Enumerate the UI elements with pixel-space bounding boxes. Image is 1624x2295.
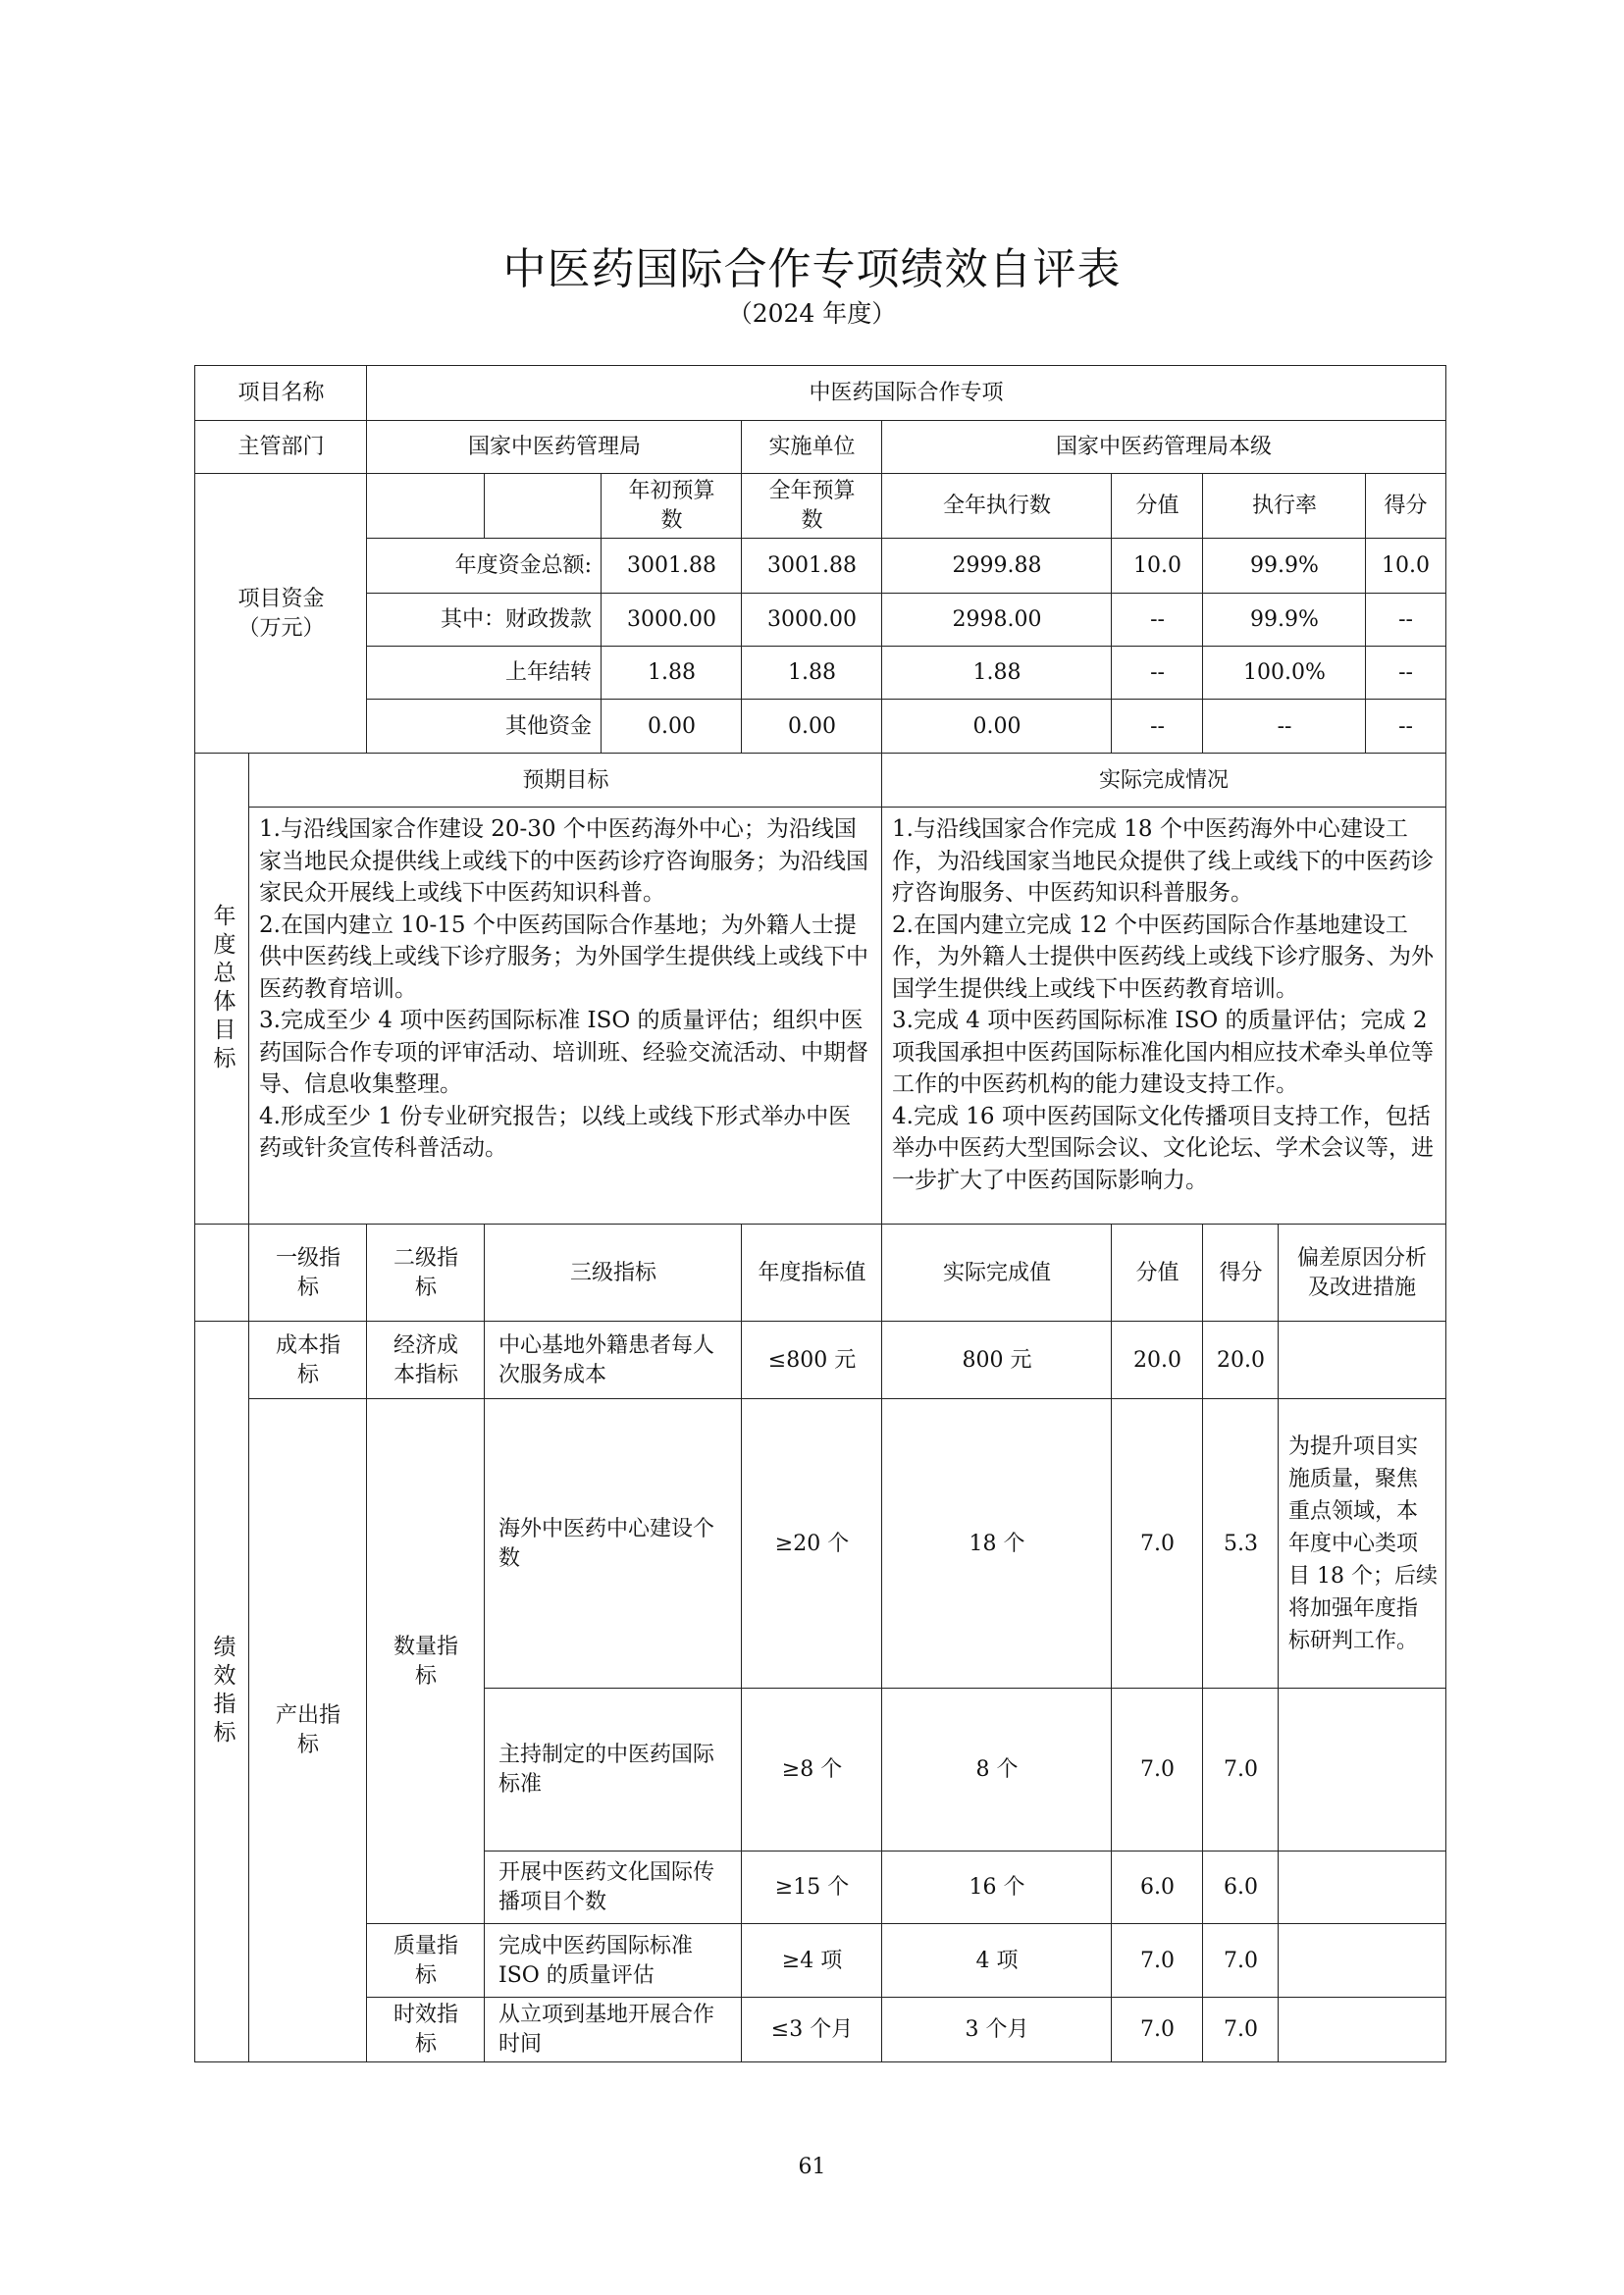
indicator-target: ≥8 个 [741,1688,883,1852]
expected-goal-item: 1.与沿线国家合作建设 20-30 个中医药海外中心；为沿线国家当地民众提供线上或线下的中医药诊疗咨询服务；为沿线国家民众开展线上或线下中医药知识科普。 [259,816,868,906]
fund-weight: 10.0 [1111,538,1204,595]
funds-label-line2: （万元） [237,615,325,641]
ind-header-actual: 实际完成值 [881,1224,1113,1323]
fund-executed: 1.88 [881,646,1113,701]
impl-value: 国家中医药管理局本级 [881,420,1446,475]
fund-initial: 3001.88 [601,538,743,595]
indicator-weight: 7.0 [1111,1997,1204,2062]
indicator-score: 7.0 [1202,1688,1280,1852]
actual-results-header: 实际完成情况 [881,753,1446,808]
indicator-actual: 16 个 [881,1851,1113,1925]
indicator-note [1278,1997,1446,2062]
funds-header-weight: 分值 [1111,473,1204,540]
indicator-actual: 18 个 [881,1398,1113,1690]
fund-score: 10.0 [1365,538,1446,595]
expected-goals-text [248,807,883,1226]
actual-result-item: 3.完成 4 项中医药国际标准 ISO 的质量评估；完成 2 项我国承担中医药国际标准化国内相应技术牵头单位等工作的中医药机构的能力建设支持工作。 [892,1008,1434,1097]
level3-indicator: 海外中医药中心建设个数 [484,1398,743,1690]
dept-value: 国家中医药管理局 [366,420,743,475]
ind-header-note: 偏差原因分析及改进措施 [1278,1224,1446,1323]
ind-header-target: 年度指标值 [741,1224,883,1323]
level3-indicator: 开展中医药文化国际传播项目个数 [484,1851,743,1925]
level1-output: 产出指标 [248,1398,368,2062]
level1-cost: 成本指标 [248,1321,368,1400]
project-name-label: 项目名称 [194,365,368,422]
funds-header-rate: 执行率 [1202,473,1367,540]
fund-executed: 0.00 [881,699,1113,755]
funds-header-annual: 全年预算数 [741,473,883,540]
fund-row-name: 年度资金总额: [366,538,602,595]
indicator-actual: 3 个月 [881,1997,1113,2062]
indicator-score: 7.0 [1202,1923,1280,1999]
ind-header-level1: 一级指标 [248,1224,368,1323]
indicator-actual: 4 项 [881,1923,1113,1999]
indicators-side-label: 绩效指标 [194,1321,250,2062]
fund-rate: 99.9% [1202,538,1367,595]
fund-initial: 0.00 [601,699,743,755]
fund-weight: -- [1111,593,1204,648]
impl-label: 实施单位 [741,420,883,475]
expected-goal-item: 4.形成至少 1 份专业研究报告；以线上或线下形式举办中医药或针灸宣传科普活动。 [259,1103,852,1161]
fund-annual: 1.88 [741,646,883,701]
indicator-target: ≥4 项 [741,1923,883,1999]
indicator-weight: 7.0 [1111,1398,1204,1690]
indicator-weight: 6.0 [1111,1851,1204,1925]
level3-indicator: 主持制定的中医药国际标准 [484,1688,743,1852]
level3-indicator: 从立项到基地开展合作时间 [484,1997,743,2062]
fund-weight: -- [1111,699,1204,755]
fund-row-name: 其中：财政拨款 [366,593,602,648]
dept-label: 主管部门 [194,420,368,475]
ind-header-weight: 分值 [1111,1224,1204,1323]
indicator-weight: 7.0 [1111,1688,1204,1852]
project-name-value: 中医药国际合作专项 [366,365,1446,422]
indicator-target: ≥15 个 [741,1851,883,1925]
fund-annual: 3000.00 [741,593,883,648]
expected-goals-header: 预期目标 [248,753,883,808]
level2-quality: 质量指标 [366,1923,486,1999]
page-number: 61 [798,2155,826,2179]
level3-indicator: 中心基地外籍患者每人次服务成本 [484,1321,743,1400]
actual-results-text [881,807,1446,1226]
indicator-target: ≤3 个月 [741,1997,883,2062]
indicator-score: 5.3 [1202,1398,1280,1690]
fund-score: -- [1365,646,1446,701]
indicator-note [1278,1923,1446,1999]
fund-initial: 3000.00 [601,593,743,648]
indicator-target: ≥20 个 [741,1398,883,1690]
funds-label-line1: 项目资金 [237,586,325,611]
page-title: 中医药国际合作专项绩效自评表 [502,244,1122,294]
level2-economic-cost: 经济成本指标 [366,1321,486,1400]
ind-header-level3: 三级指标 [484,1224,743,1323]
indicator-score: 20.0 [1202,1321,1280,1400]
fund-row-name: 上年结转 [366,646,602,701]
fund-executed: 2998.00 [881,593,1113,648]
expected-goal-item: 3.完成至少 4 项中医药国际标准 ISO 的质量评估；组织中医药国际合作专项的评审活动、培训班、经验交流活动、中期督导、信息收集整理。 [259,1008,868,1097]
ind-header-score: 得分 [1202,1224,1280,1323]
funds-label [194,473,368,755]
actual-result-item: 1.与沿线国家合作完成 18 个中医药海外中心建设工作，为沿线国家当地民众提供了线上或线下的中医药诊疗咨询服务、中医药知识科普服务。 [892,816,1434,906]
indicator-weight: 7.0 [1111,1923,1204,1999]
funds-header-initial: 年初预算数 [601,473,743,540]
fund-row-name: 其他资金 [366,699,602,755]
fund-executed: 2999.88 [881,538,1113,595]
funds-header-score: 得分 [1365,473,1446,540]
fund-annual: 3001.88 [741,538,883,595]
actual-result-item: 2.在国内建立完成 12 个中医药国际合作基地建设工作，为外籍人士提供中医药线上或线下诊疗服务、为外国学生提供线上或线下中医药教育培训。 [892,912,1434,1002]
funds-header-blank [366,473,486,540]
indicator-note [1278,1321,1446,1400]
actual-result-item: 4.完成 16 项中医药国际文化传播项目支持工作，包括举办中医药大型国际会议、文化论坛、学术会议等，进一步扩大了中医药国际影响力。 [892,1103,1434,1193]
goals-side-label: 年度总体目标 [194,753,250,1226]
level2-quantity: 数量指标 [366,1398,486,1925]
fund-annual: 0.00 [741,699,883,755]
indicator-weight: 20.0 [1111,1321,1204,1400]
fund-weight: -- [1111,646,1204,701]
expected-goal-item: 2.在国内建立 10-15 个中医药国际合作基地；为外籍人士提供中医药线上或线下诊疗服务；为外国学生提供线上或线下中医药教育培训。 [259,912,868,1002]
level3-indicator: 完成中医药国际标准 ISO 的质量评估 [484,1923,743,1999]
indicator-note [1278,1688,1446,1852]
fund-score: -- [1365,699,1446,755]
indicator-note [1278,1851,1446,1925]
fund-rate: 100.0% [1202,646,1367,701]
indicator-actual: 800 元 [881,1321,1113,1400]
indicator-target: ≤800 元 [741,1321,883,1400]
indicators-header-blank [194,1224,250,1323]
fund-initial: 1.88 [601,646,743,701]
funds-header-executed: 全年执行数 [881,473,1113,540]
ind-header-level2: 二级指标 [366,1224,486,1323]
fund-score: -- [1365,593,1446,648]
fund-rate: 99.9% [1202,593,1367,648]
indicator-score: 7.0 [1202,1997,1280,2062]
page-subtitle: （2024 年度） [727,299,897,328]
fund-rate: -- [1202,699,1367,755]
indicator-actual: 8 个 [881,1688,1113,1852]
indicator-note: 为提升项目实施质量，聚焦重点领域，本年度中心类项目 18 个；后续将加强年度指标研判工作。 [1278,1398,1446,1690]
level2-timeliness: 时效指标 [366,1997,486,2062]
indicator-score: 6.0 [1202,1851,1280,1925]
